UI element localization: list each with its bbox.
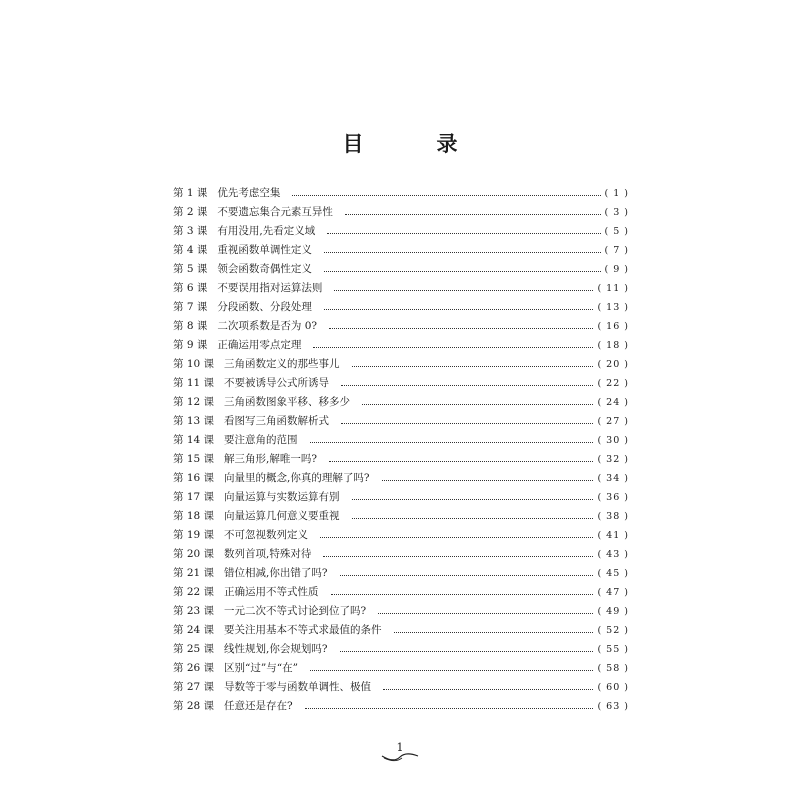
lesson-title: 向量运算与实数运算有别: [224, 491, 340, 503]
toc-entry: [173, 393, 629, 412]
page-reference: ( 20 ): [597, 359, 629, 370]
swash-ornament-icon: [380, 750, 420, 762]
page-reference: ( 41 ): [597, 530, 629, 541]
toc-entry: [173, 260, 629, 279]
dot-leader: [352, 518, 594, 519]
dot-leader: [341, 423, 593, 424]
lesson-title: 不可忽视数列定义: [224, 529, 309, 541]
lesson-number: 第 12 课: [173, 396, 215, 408]
dot-leader: [378, 613, 593, 614]
page-reference: ( 3 ): [604, 207, 629, 218]
page-reference: ( 52 ): [597, 625, 629, 636]
toc-entry: [173, 241, 629, 260]
lesson-title: 向量里的概念,你真的理解了吗?: [224, 472, 370, 484]
page-reference: ( 43 ): [597, 549, 629, 560]
lesson-title: 领会函数奇偶性定义: [217, 263, 312, 275]
lesson-title: 优先考虑空集: [217, 187, 281, 199]
toc-entry: [173, 526, 629, 545]
table-of-contents: [173, 184, 629, 716]
lesson-number: 第 24 课: [173, 624, 215, 636]
lesson-title: 正确运用不等式性质: [224, 586, 319, 598]
toc-entry: [173, 184, 629, 203]
page-reference: ( 11 ): [597, 283, 629, 294]
toc-entry: [173, 298, 629, 317]
toc-entry: [173, 697, 629, 716]
dot-leader: [327, 233, 600, 234]
lesson-title: 向量运算几何意义要重视: [224, 510, 340, 522]
lesson-title: 正确运用零点定理: [217, 339, 302, 351]
dot-leader: [324, 309, 594, 310]
dot-leader: [340, 651, 594, 652]
page-number-ornament: [380, 741, 420, 763]
page-reference: ( 36 ): [597, 492, 629, 503]
lesson-title: 三角函数图象平移、移多少: [224, 396, 351, 408]
toc-entry: [173, 488, 629, 507]
lesson-number: 第 2 课: [173, 206, 208, 218]
lesson-number: 第 9 课: [173, 339, 208, 351]
lesson-title: 区别“过”与“在”: [224, 662, 299, 674]
lesson-title: 二次项系数是否为 0?: [217, 320, 318, 332]
page-reference: ( 1 ): [604, 188, 629, 199]
lesson-title: 重视函数单调性定义: [217, 244, 312, 256]
dot-leader: [313, 347, 593, 348]
page-reference: ( 22 ): [597, 378, 629, 389]
toc-entry: [173, 374, 629, 393]
toc-entry: [173, 564, 629, 583]
dot-leader: [341, 385, 593, 386]
lesson-number: 第 18 课: [173, 510, 215, 522]
page-reference: ( 7 ): [604, 245, 629, 256]
dot-leader: [320, 537, 593, 538]
lesson-number: 第 14 课: [173, 434, 215, 446]
toc-entry: [173, 602, 629, 621]
dot-leader: [323, 556, 593, 557]
lesson-number: 第 4 课: [173, 244, 208, 256]
lesson-title: 看图写三角函数解析式: [224, 415, 330, 427]
page-reference: ( 32 ): [597, 454, 629, 465]
page-reference: ( 34 ): [597, 473, 629, 484]
lesson-number: 第 10 课: [173, 358, 215, 370]
dot-leader: [334, 290, 593, 291]
dot-leader: [352, 366, 594, 367]
lesson-title: 不要遗忘集合元素互异性: [217, 206, 333, 218]
page-reference: ( 9 ): [604, 264, 629, 275]
toc-entry: [173, 678, 629, 697]
lesson-title: 不要被诱导公式所诱导: [224, 377, 330, 389]
lesson-number: 第 11 课: [173, 377, 215, 389]
page-footer: [0, 741, 800, 767]
dot-leader: [331, 594, 594, 595]
page-title: 目 录: [342, 131, 484, 156]
dot-leader: [292, 195, 600, 196]
toc-entry: [173, 279, 629, 298]
lesson-title: 数列首项,特殊对待: [224, 548, 312, 560]
toc-entry: [173, 431, 629, 450]
dot-leader: [383, 689, 593, 690]
lesson-title: 有用没用,先看定义域: [217, 225, 316, 237]
lesson-number: 第 5 课: [173, 263, 208, 275]
page-reference: ( 55 ): [597, 644, 629, 655]
lesson-number: 第 27 课: [173, 681, 215, 693]
page-number: 1: [396, 741, 404, 754]
page-reference: ( 16 ): [597, 321, 629, 332]
dot-leader: [329, 461, 593, 462]
page-reference: ( 49 ): [597, 606, 629, 617]
dot-leader: [324, 271, 601, 272]
lesson-number: 第 22 课: [173, 586, 215, 598]
page-reference: ( 47 ): [597, 587, 629, 598]
toc-entry: [173, 317, 629, 336]
dot-leader: [340, 575, 594, 576]
lesson-number: 第 21 课: [173, 567, 215, 579]
lesson-number: 第 16 课: [173, 472, 215, 484]
lesson-title: 要关注用基本不等式求最值的条件: [224, 624, 382, 636]
lesson-title: 任意还是存在?: [224, 700, 293, 712]
dot-leader: [394, 632, 594, 633]
lesson-title: 线性规划,你会规划吗?: [224, 643, 328, 655]
lesson-number: 第 17 课: [173, 491, 215, 503]
dot-leader: [324, 252, 601, 253]
dot-leader: [310, 442, 594, 443]
lesson-number: 第 23 课: [173, 605, 215, 617]
toc-entry: [173, 203, 629, 222]
toc-entry: [173, 222, 629, 241]
lesson-title: 解三角形,解唯一吗?: [224, 453, 318, 465]
lesson-number: 第 13 课: [173, 415, 215, 427]
lesson-number: 第 8 课: [173, 320, 208, 332]
lesson-title: 一元二次不等式讨论到位了吗?: [224, 605, 367, 617]
page-reference: ( 5 ): [604, 226, 629, 237]
lesson-number: 第 15 课: [173, 453, 215, 465]
lesson-number: 第 1 课: [173, 187, 208, 199]
lesson-number: 第 25 课: [173, 643, 215, 655]
toc-entry: [173, 583, 629, 602]
dot-leader: [345, 214, 601, 215]
lesson-number: 第 6 课: [173, 282, 208, 294]
toc-entry: [173, 336, 629, 355]
toc-entry: [173, 545, 629, 564]
lesson-number: 第 3 课: [173, 225, 208, 237]
toc-entry: [173, 507, 629, 526]
page-reference: ( 63 ): [597, 701, 629, 712]
page-reference: ( 18 ): [597, 340, 629, 351]
lesson-title: 错位相减,你出错了吗?: [224, 567, 328, 579]
lesson-title: 分段函数、分段处理: [217, 301, 312, 313]
dot-leader: [305, 708, 594, 709]
page-reference: ( 30 ): [597, 435, 629, 446]
dot-leader: [352, 499, 594, 500]
page-reference: ( 58 ): [597, 663, 629, 674]
toc-entry: [173, 659, 629, 678]
lesson-number: 第 19 课: [173, 529, 215, 541]
dot-leader: [362, 404, 593, 405]
toc-entry: [173, 355, 629, 374]
lesson-number: 第 20 课: [173, 548, 215, 560]
page-reference: ( 13 ): [597, 302, 629, 313]
toc-entry: [173, 450, 629, 469]
page-reference: ( 27 ): [597, 416, 629, 427]
toc-entry: [173, 469, 629, 488]
dot-leader: [310, 670, 593, 671]
toc-entry: [173, 412, 629, 431]
lesson-title: 三角函数定义的那些事儿: [224, 358, 340, 370]
lesson-number: 第 26 课: [173, 662, 215, 674]
dot-leader: [382, 480, 594, 481]
page-reference: ( 24 ): [597, 397, 629, 408]
lesson-title: 不要误用指对运算法则: [217, 282, 323, 294]
dot-leader: [329, 328, 593, 329]
toc-entry: [173, 621, 629, 640]
page-reference: ( 45 ): [597, 568, 629, 579]
page-reference: ( 38 ): [597, 511, 629, 522]
page-reference: ( 60 ): [597, 682, 629, 693]
lesson-number: 第 28 课: [173, 700, 215, 712]
toc-entry: [173, 640, 629, 659]
lesson-number: 第 7 课: [173, 301, 208, 313]
lesson-title: 导数等于零与函数单调性、极值: [224, 681, 372, 693]
lesson-title: 要注意角的范围: [224, 434, 298, 446]
